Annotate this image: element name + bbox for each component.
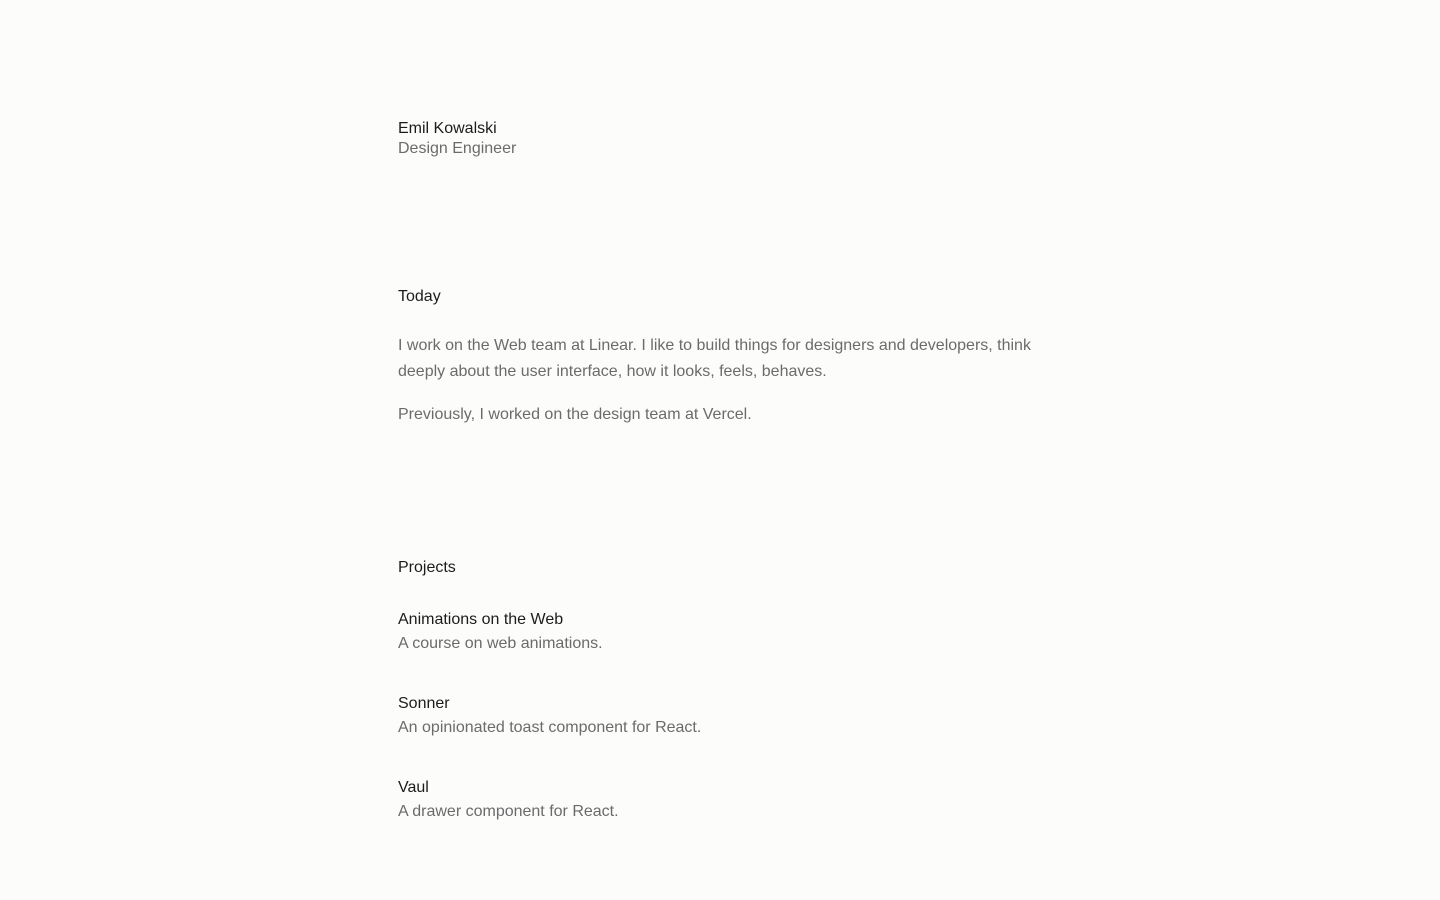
project-title: Sonner [398, 695, 450, 712]
project-list [398, 610, 1038, 822]
author-role: Design Engineer [398, 140, 517, 157]
project-description: A drawer component for React. [398, 803, 619, 820]
project-item-sonner[interactable] [398, 694, 1038, 738]
profile-header [398, 119, 516, 159]
project-description: An opinionated toast component for React. [398, 719, 702, 736]
today-paragraph-1: I work on the Web team at Linear. I like to build things for designers and developers, think deeply about the user interface, how it looks, feels, behaves. [398, 337, 1031, 380]
project-title: Vaul [398, 779, 429, 796]
today-paragraph-2: Previously, I worked on the design team at Vercel. [398, 406, 752, 423]
author-name[interactable]: Emil Kowalski [398, 120, 497, 137]
projects-section [398, 558, 1038, 822]
today-heading: Today [398, 288, 441, 305]
project-item-vaul[interactable] [398, 778, 1038, 822]
project-title: Animations on the Web [398, 611, 564, 628]
projects-heading: Projects [398, 559, 456, 576]
today-section [398, 287, 1038, 428]
project-description: A course on web animations. [398, 635, 603, 652]
project-item-animations[interactable] [398, 610, 1038, 654]
